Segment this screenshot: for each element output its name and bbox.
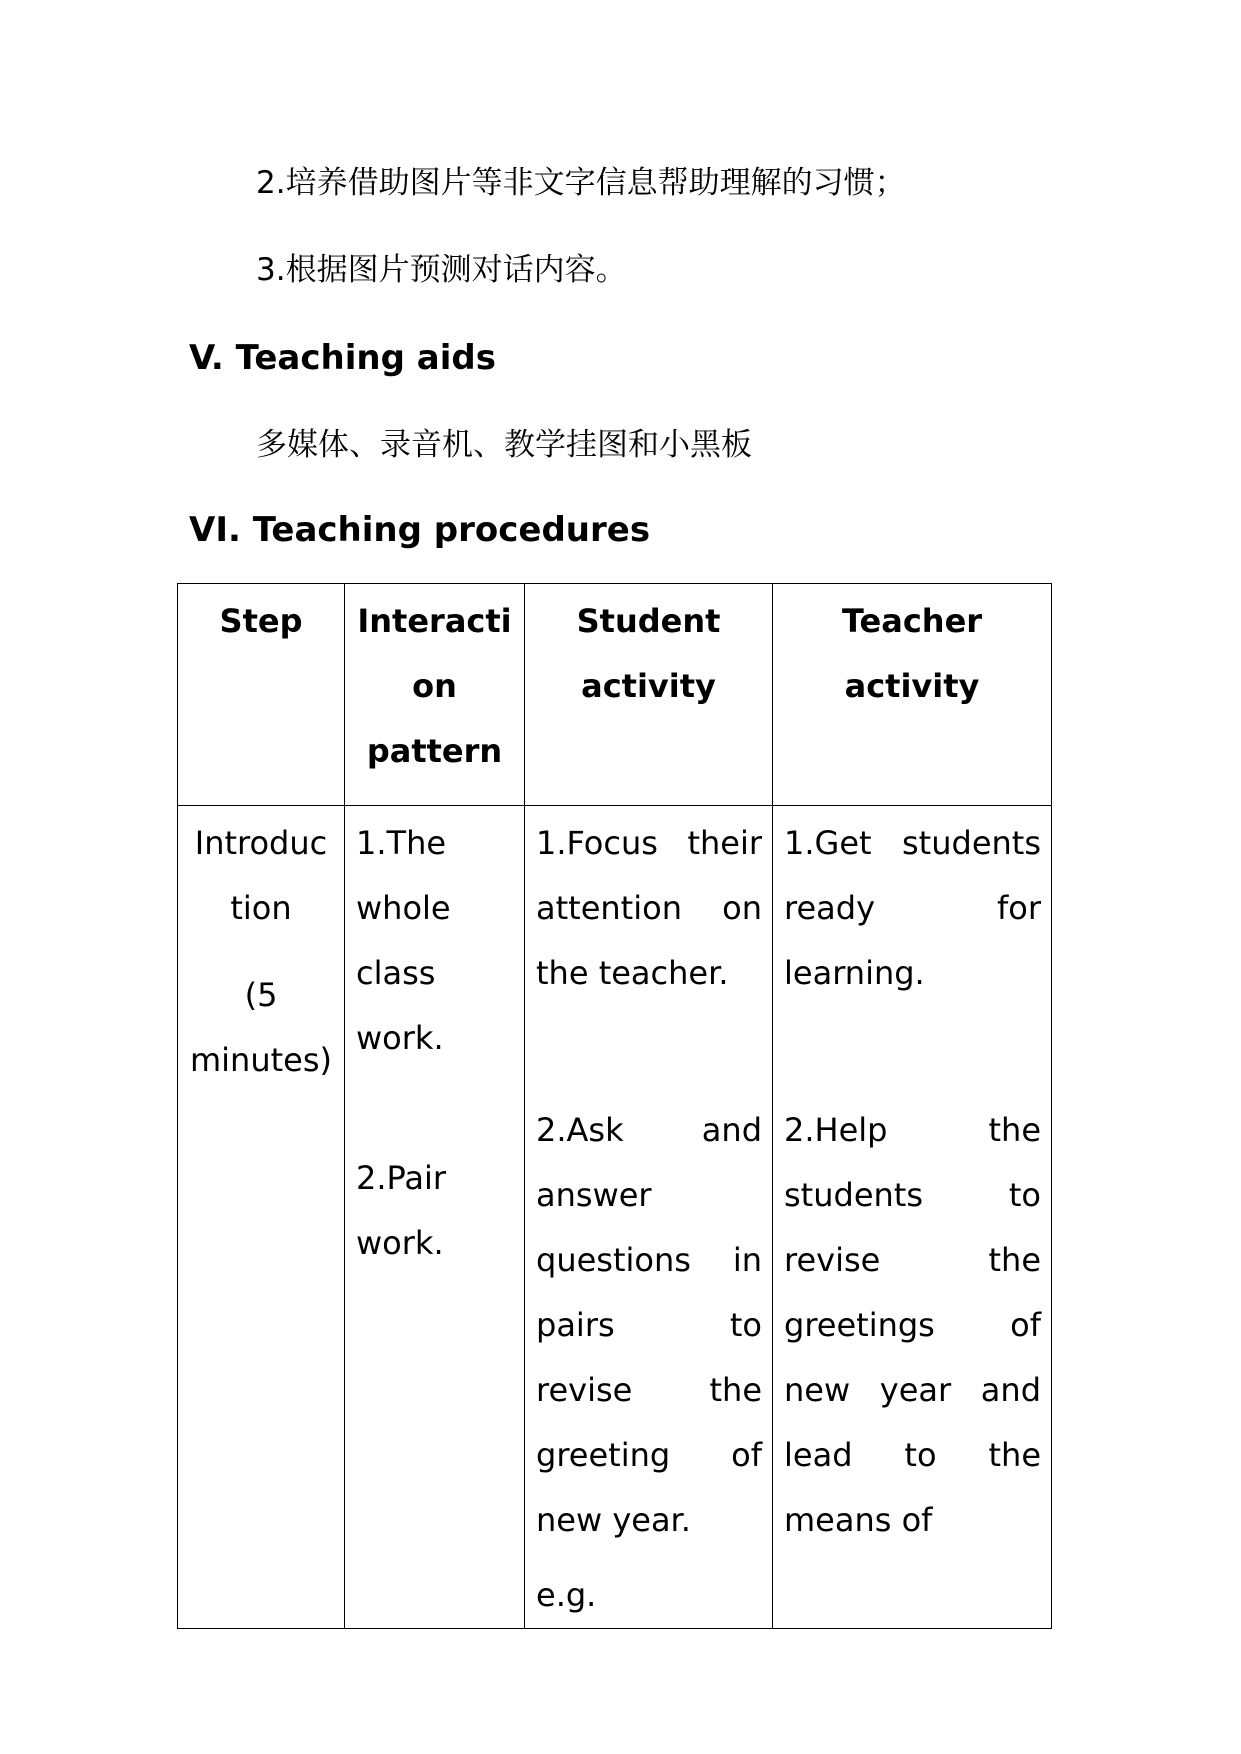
header-student-activity: Student activity xyxy=(525,584,773,806)
student-example-label: e.g. xyxy=(536,1576,597,1614)
cell-step: Introduc tion (5 minutes) xyxy=(178,806,345,1629)
cell-teacher-activity xyxy=(773,806,1052,1629)
header-step: Step xyxy=(178,584,345,806)
procedures-table xyxy=(177,583,1052,1629)
teacher-item-1: 1.Get students ready for learning. xyxy=(784,824,1041,992)
teaching-aids-heading: V. Teaching aids xyxy=(189,338,496,378)
teacher-item-2: 2.Help the students to revise the greetings of new year and lead to the means of xyxy=(784,1111,1041,1539)
objective-3: 3.根据图片预测对话内容。 xyxy=(256,252,627,288)
table-row xyxy=(178,806,1052,1629)
table-header-row xyxy=(178,584,1052,806)
header-teacher-activity: Teacher activity xyxy=(773,584,1052,806)
interaction-item-2: 2.Pair work. xyxy=(356,1159,447,1262)
objective-2: 2.培养借助图片等非文字信息帮助理解的习惯； xyxy=(256,165,906,201)
teaching-procedures-heading: VI. Teaching procedures xyxy=(189,510,651,550)
interaction-item-1: 1.The whole class work. xyxy=(356,824,451,1057)
student-item-1: 1.Focus their attention on the teacher. xyxy=(536,824,762,992)
student-item-2: 2.Ask and answer questions in pairs to revise the greeting of new year. xyxy=(536,1111,762,1539)
cell-interaction-pattern xyxy=(345,806,525,1629)
cell-student-activity xyxy=(525,806,773,1629)
header-interaction-pattern: Interacti on pattern xyxy=(345,584,525,806)
teaching-aids-text: 多媒体、录音机、教学挂图和小黑板 xyxy=(256,427,752,463)
